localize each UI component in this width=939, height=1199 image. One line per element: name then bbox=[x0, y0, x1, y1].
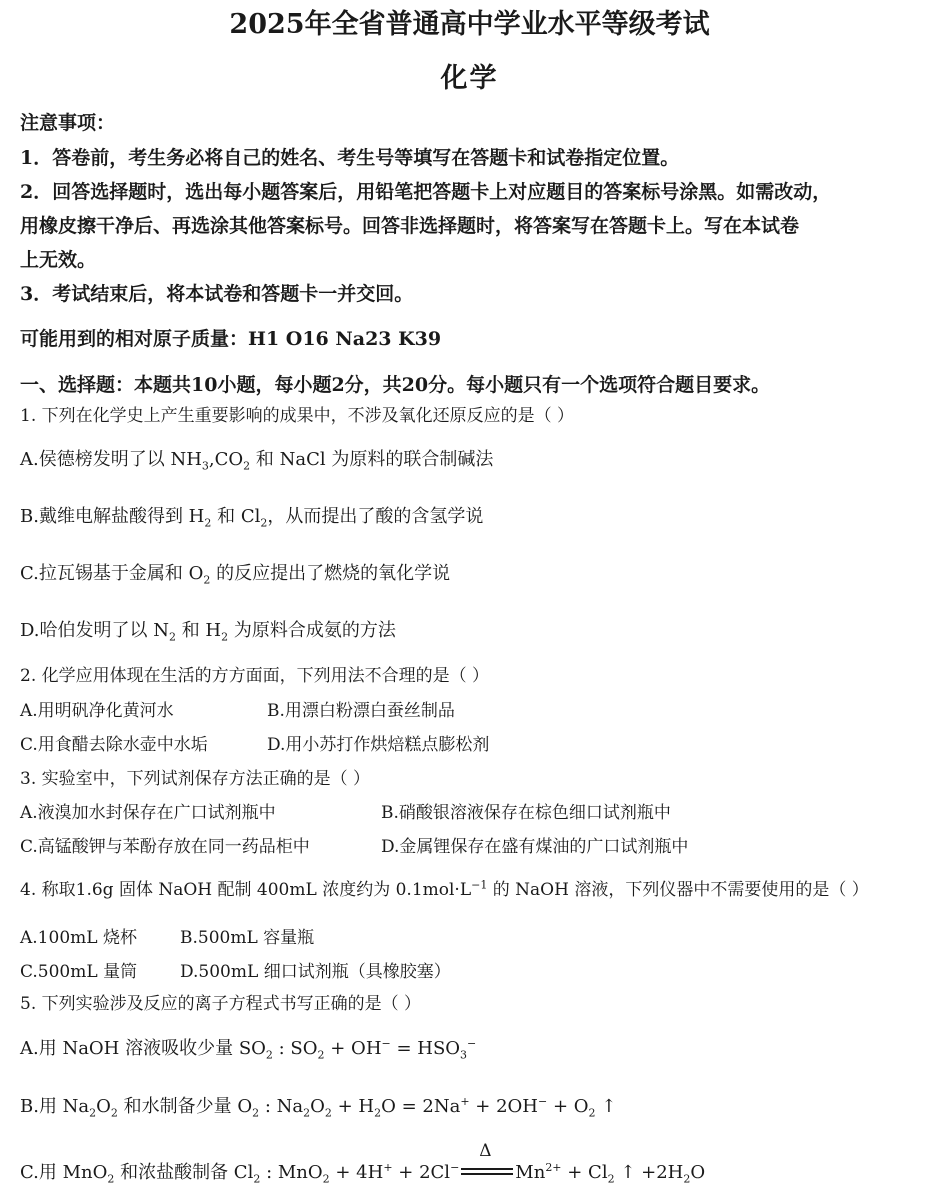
question-5-option-a: A.用 NaOH 溶液吸收少量 $SO_2$ : $SO_2 + OH^- = HSO_3^-$ bbox=[20, 1037, 477, 1062]
question-3-option-b: B.硝酸银溶液保存在棕色细口试剂瓶中 bbox=[381, 803, 671, 823]
section-1-heading: 一、选择题：本题共10小题，每小题2分，共20分。每小题只有一个选项符合题目要求。 bbox=[20, 374, 771, 396]
exam-title: 2025年全省普通高中学业水平等级考试 bbox=[229, 9, 710, 40]
question-4-option-a: A.100mL 烧杯 bbox=[20, 928, 137, 948]
question-3-option-d: D.金属锂保存在盛有煤油的广口试剂瓶中 bbox=[381, 837, 689, 857]
notice-item-2-line-2: 用橡皮擦干净后、再选涂其他答案标号。回答非选择题时，将答案写在答题卡上。写在本试卷 bbox=[20, 215, 800, 237]
notice-heading: 注意事项： bbox=[20, 112, 116, 134]
question-5-option-b: B.用 $Na_2O_2$ 和水制备少量 $O_2$ : $Na_2O_2 + H_2O = 2Na^+ + 2OH^- + O_2$ ↑ bbox=[20, 1095, 617, 1120]
question-3-option-a: A.液溴加水封保存在广口试剂瓶中 bbox=[20, 803, 276, 823]
exam-subject: 化学 bbox=[440, 63, 499, 94]
question-5-option-c: C.用 MnO$_2$ 和浓盐酸制备 $Cl_2$ : MnO$_2$ + 4H+ + 2Cl− Δ $Mn^{2+} + Cl_2$ ↑ $+2H_2O$ bbox=[20, 1141, 706, 1186]
question-2-option-d: D.用小苏打作烘焙糕点膨松剂 bbox=[267, 735, 490, 755]
question-2-option-c: C.用食醋去除水壶中水垢 bbox=[20, 735, 208, 755]
question-2-option-a: A.用明矾净化黄河水 bbox=[20, 701, 174, 721]
question-2-option-b: B.用漂白粉漂白蚕丝制品 bbox=[267, 701, 455, 721]
question-1-stem: 1. 下列在化学史上产生重要影响的成果中，不涉及氧化还原反应的是（ ） bbox=[20, 406, 575, 426]
notice-item-2-line-3: 上无效。 bbox=[20, 249, 97, 271]
heating-equals-sign bbox=[459, 1141, 515, 1183]
notice-item-1: 1．答卷前，考生务必将自己的姓名、考生号等填写在答题卡和试卷指定位置。 bbox=[20, 147, 680, 169]
question-4-option-b: B.500mL 容量瓶 bbox=[180, 928, 315, 948]
question-4-option-d: D.500mL 细口试剂瓶（具橡胶塞） bbox=[180, 962, 451, 982]
notice-item-3: 3．考试结束后，将本试卷和答题卡一并交回。 bbox=[20, 283, 414, 305]
question-2-stem: 2. 化学应用体现在生活的方方面面，下列用法不合理的是（ ） bbox=[20, 666, 490, 686]
question-1-option-d: D.哈伯发明了以 $N_2$ 和 $H_2$ 为原料合成氨的方法 bbox=[20, 620, 396, 644]
question-5-stem: 5. 下列实验涉及反应的离子方程式书写正确的是（ ） bbox=[20, 994, 422, 1014]
question-3-stem: 3. 实验室中，下列试剂保存方法正确的是（ ） bbox=[20, 769, 371, 789]
question-1-option-b: B.戴维电解盐酸得到 $H_2$ 和 $Cl_2$，从而提出了酸的含氢学说 bbox=[20, 506, 484, 530]
atomic-masses: 可能用到的相对原子质量：H1 O16 Na23 K39 bbox=[20, 328, 442, 350]
question-4-stem: 4. 称取1.6g 固体 NaOH 配制 400mL 浓度约为 $0.1mol\cdot L^{-1}$ 的 NaOH 溶液，下列仪器中不需要使用的是（ ） bbox=[20, 878, 869, 900]
notice-item-2-line-1: 2．回答选择题时，选出每小题答案后，用铅笔把答题卡上对应题目的答案标号涂黑。如需改动， bbox=[20, 181, 832, 203]
question-1-option-c: C.拉瓦锡基于金属和 $O_2$ 的反应提出了燃烧的氧化学说 bbox=[20, 563, 451, 587]
question-1-option-a: A.侯德榜发明了以 $NH_3,CO_2$ 和 NaCl 为原料的联合制碱法 bbox=[20, 449, 494, 473]
question-4-option-c: C.500mL 量筒 bbox=[20, 962, 138, 982]
question-3-option-c: C.高锰酸钾与苯酚存放在同一药品柜中 bbox=[20, 837, 310, 857]
delta-symbol: Δ bbox=[479, 1141, 492, 1161]
